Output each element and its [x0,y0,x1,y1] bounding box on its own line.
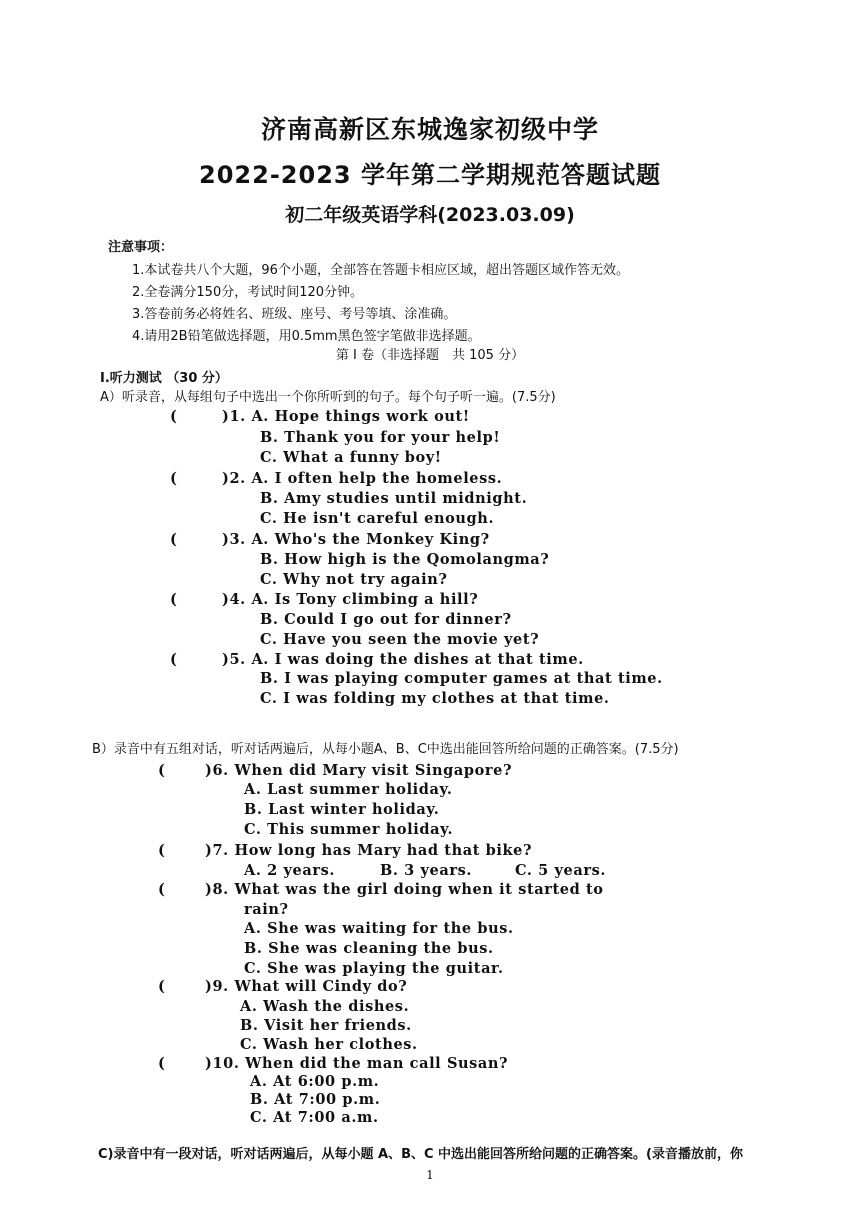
option-a: A. Wash the dishes. [240,998,410,1015]
option-b: B. 3 years. [380,862,472,879]
question-8-cont: rain? [244,901,289,918]
option-b: B. How high is the Qomolangma? [260,551,550,568]
option-a: A. Last summer holiday. [244,781,453,798]
answer-paren: ( [158,1055,165,1072]
part-c-instruction: C)录音中有一段对话，听对话两遍后，从每小题 A、B、C 中选出能回答所给问题的正确答案。(录音播放前，你 [98,1147,743,1162]
option-b: B. Visit her friends. [240,1017,412,1034]
volume-title: 第 I 卷（非选择题 共 105 分） [335,348,525,363]
option-b: B. Amy studies until midnight. [260,490,528,507]
question-3: )3. A. Who's the Monkey King? [222,531,490,548]
option-c: C. Why not try again? [260,571,448,588]
option-b: B. Last winter holiday. [244,801,440,818]
page-number: 1 [426,1168,434,1182]
option-c: C. What a funny boy! [260,449,442,466]
question-2: )2. A. I often help the homeless. [222,470,503,487]
note-item: 4.请用2B铅笔做选择题，用0.5mm黑色签字笔做非选择题。 [132,329,481,344]
option-c: C. 5 years. [515,862,607,879]
option-a: A. At 6:00 p.m. [250,1073,380,1090]
option-a: A. She was waiting for the bus. [244,920,514,937]
answer-paren: ( [158,978,165,995]
option-b: B. Could I go out for dinner? [260,611,512,628]
answer-paren: ( [158,762,165,779]
school-title: 济南高新区东城逸家初级中学 [260,115,599,144]
part-b-instruction: B）录音中有五组对话，听对话两遍后，从每小题A、B、C中选出能回答所给问题的正确答案。(7.5分) [92,742,679,757]
option-b: B. I was playing computer games at that time. [260,670,663,687]
answer-paren: ( [158,881,165,898]
option-b: B. Thank you for your help! [260,429,501,446]
answer-paren: ( [170,408,177,425]
option-c: C. I was folding my clothes at that time. [260,690,610,707]
option-b: B. At 7:00 p.m. [250,1091,381,1108]
note-item: 1.本试卷共八个大题，96个小题，全部答在答题卡相应区域，超出答题区域作答无效。 [132,263,629,278]
question-5: )5. A. I was doing the dishes at that time. [222,651,584,668]
exam-title: 2022-2023 学年第二学期规范答题试题 [199,161,661,189]
option-c: C. He isn't careful enough. [260,510,495,527]
part-a-instruction: A）听录音，从每组句子中选出一个你所听到的句子。每个句子听一遍。(7.5分) [100,390,556,405]
answer-paren: ( [170,470,177,487]
question-7: )7. How long has Mary had that bike? [205,842,533,859]
note-item: 3.答卷前务必将姓名、班级、座号、考号等填、涂准确。 [132,307,457,322]
answer-paren: ( [170,651,177,668]
subject-title: 初二年级英语学科(2023.03.09) [285,204,575,226]
answer-paren: ( [170,591,177,608]
answer-paren: ( [158,842,165,859]
question-4: )4. A. Is Tony climbing a hill? [222,591,479,608]
question-8: )8. What was the girl doing when it started to [205,881,604,898]
question-1: )1. A. Hope things work out! [222,408,470,425]
option-c: C. At 7:00 a.m. [250,1109,379,1126]
note-item: 2.全卷满分150分，考试时间120分钟。 [132,285,364,300]
option-c: C. She was playing the guitar. [244,960,504,977]
question-6: )6. When did Mary visit Singapore? [205,762,513,779]
question-9: )9. What will Cindy do? [205,978,408,995]
section-title: I.听力测试 （30 分） [100,371,228,386]
option-b: B. She was cleaning the bus. [244,940,494,957]
option-a: A. 2 years. [244,862,335,879]
notes-heading: 注意事项： [108,240,174,255]
answer-paren: ( [170,531,177,548]
question-10: )10. When did the man call Susan? [205,1055,509,1072]
option-c: C. Have you seen the movie yet? [260,631,540,648]
option-c: C. This summer holiday. [244,821,454,838]
option-c: C. Wash her clothes. [240,1036,418,1053]
